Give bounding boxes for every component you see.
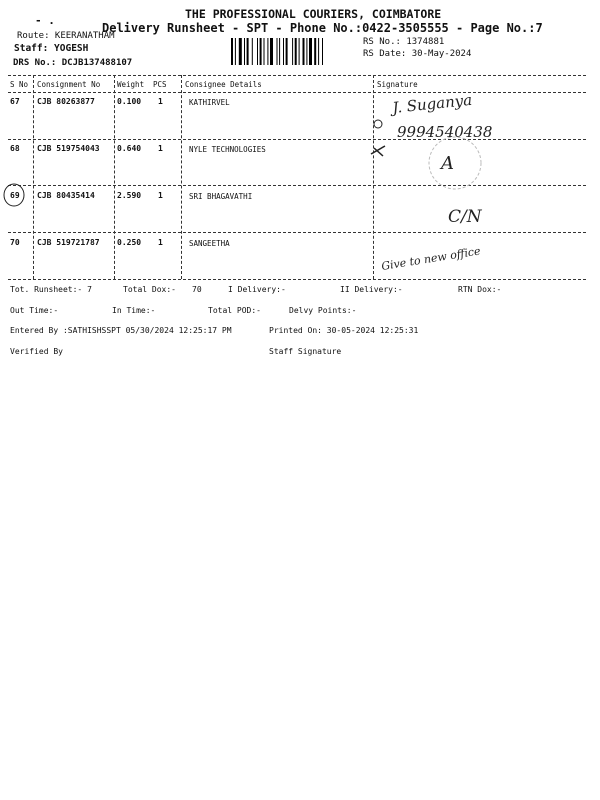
company-title: THE PROFESSIONAL COURIERS, COIMBATORE	[185, 7, 442, 21]
row-weight: 2.590	[117, 191, 142, 200]
verified-by: Verified By	[10, 347, 63, 356]
sig2-initial: A	[441, 153, 454, 174]
delvy-points: Delvy Points:-	[289, 306, 357, 315]
printed-on: Printed On: 30-05-2024 12:25:31	[269, 326, 419, 335]
row-pcs: 1	[158, 191, 163, 200]
sig3-cn: C/N	[448, 207, 482, 227]
col-header-pcs: PCS	[153, 80, 167, 89]
row-sno: 69	[10, 191, 20, 200]
col-header-consignee: Consignee Details	[185, 80, 262, 89]
entered-by: Entered By :SATHISHSSPT 05/30/2024 12:25:17 PM	[10, 326, 232, 335]
row-consignment: CJB 519721787	[37, 238, 100, 247]
circle-mark	[4, 184, 24, 206]
row-consignee: KATHIRVEL	[189, 98, 230, 107]
row-consignment: CJB 80435414	[37, 191, 95, 200]
row-consignee: SANGEETHA	[189, 239, 230, 248]
rtn-dox: RTN Dox:-	[458, 285, 502, 294]
total-dox-value: 70	[192, 285, 202, 294]
pen-mark	[374, 120, 382, 128]
row-consignee: NYLE TECHNOLOGIES	[189, 145, 266, 154]
drs-number: DRS No.: DCJB137488107	[13, 58, 133, 68]
sig1-phone: 9994540438	[397, 123, 493, 141]
row-pcs: 1	[158, 144, 163, 153]
in-time: In Time:-	[112, 306, 156, 315]
row-consignee: SRI BHAGAVATHI	[189, 192, 253, 201]
row-sno: 67	[10, 97, 20, 106]
staff-label: Staff: YOGESH	[14, 43, 89, 54]
col-header-consignment: Consignment No	[37, 80, 101, 89]
row-pcs: 1	[158, 97, 163, 106]
rs-date: RS Date: 30-May-2024	[363, 49, 472, 59]
out-time: Out Time:-	[10, 306, 59, 315]
col-header-signature: Signature	[377, 80, 418, 89]
i-delivery: I Delivery:-	[228, 285, 286, 294]
row-sno: 70	[10, 238, 20, 247]
col-header-sno: S No	[10, 80, 29, 89]
sig1-name: J. Suganya	[391, 90, 473, 117]
row-weight: 0.100	[117, 97, 142, 106]
row-weight: 0.640	[117, 144, 142, 153]
row-sno: 68	[10, 144, 20, 153]
tot-runsheet: Tot. Runsheet:- 7	[10, 285, 92, 294]
rs-number: RS No.: 1374881	[363, 37, 445, 47]
route-label: Route: KEERANATHAM	[17, 31, 115, 41]
row-consignment: CJB 519754043	[37, 144, 100, 153]
check-mark	[371, 146, 385, 156]
sig4-note: Give to new office	[380, 244, 482, 273]
total-dox: Total Dox:-	[123, 285, 176, 294]
row-weight: 0.250	[117, 238, 142, 247]
stamp-mark	[429, 137, 481, 189]
header-marks: - .	[35, 14, 55, 27]
ii-delivery: II Delivery:-	[340, 285, 403, 294]
staff-signature: Staff Signature	[269, 347, 342, 356]
row-pcs: 1	[158, 238, 163, 247]
col-header-weight: Weight	[117, 80, 145, 89]
row-consignment: CJB 80263877	[37, 97, 95, 106]
runsheet-subtitle: Delivery Runsheet - SPT - Phone No.:0422-3505555 - Page No.:7	[102, 21, 543, 35]
total-pod: Total POD:-	[208, 306, 261, 315]
